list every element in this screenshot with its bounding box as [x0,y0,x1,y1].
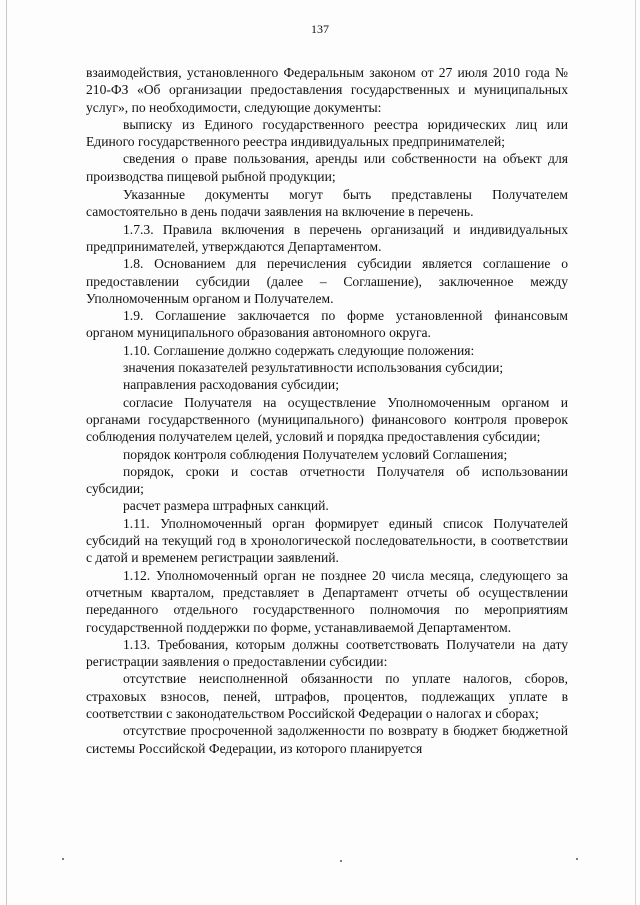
scan-speck [62,858,64,860]
paragraph: направления расходования субсидии; [123,377,339,393]
paragraph: 1.8. Основанием для перечисления субсидии является соглашение о предоставлении субсидии (далее – Соглашение), заключенное между Уполномоченным органом и Получателем. [86,256,568,306]
paragraph: согласие Получателя на осуществление Уполномоченным органом и органами государственного (муниципального) финансового контроля проверок соблюдения получателем целей, условий и порядка предоставления субсидии; [86,394,568,445]
paragraph: значения показателей результативности использования субсидии; [123,360,504,376]
scan-edge-left [6,0,7,905]
paragraph: 1.13. Требования, которым должны соответствовать Получатели на дату регистрации заявления о предоставлении субсидии: [86,636,568,670]
paragraph: расчет размера штрафных санкций. [123,498,329,514]
paragraph: порядок, сроки и состав отчетности Получателя об использовании субсидии; [86,463,568,497]
paragraph: 1.12. Уполномоченный орган не позднее 20 числа месяца, следующего за отчетным кварталом, представляет в Департамент отчеты об осуществлении переданного отдельного государственного полномочия по мероприятиям государственной поддержки по форме, устанавливаемой Департаментом. [86,567,568,635]
paragraph: выписку из Единого государственного реестра юридических лиц или Единого государственного реестра индивидуальных предпринимателей; [86,116,568,150]
paragraph: 1.10. Соглашение должно содержать следующие положения: [123,342,475,358]
paragraph: отсутствие неисполненной обязанности по уплате налогов, сборов, страховых взносов, пеней, штрафов, процентов, подлежащих уплате в соответствии с законодательством Российской Федерации о налогах и сборах; [86,671,568,721]
paragraph: сведения о праве пользования, аренды или собственности на объект для производства пищевой рыбной продукции; [86,151,568,184]
paragraph: отсутствие просроченной задолженности по возврату в бюджет бюджетной системы Российской Федерации, из которого планируется [86,723,568,756]
scan-speck [576,858,578,860]
paragraph: взаимодействия, установленного Федеральным законом от 27 июля 2010 года № 210-ФЗ «Об организации предоставления государственных и муниципальных услуг», по необходимости, следующие документы: [86,65,568,115]
paragraph: 1.11. Уполномоченный орган формирует единый список Получателей субсидий на текущий год в хронологической последовательности, в соответствии с датой и временем регистрации заявлений. [86,515,568,566]
paragraph: 1.7.3. Правила включения в перечень организаций и индивидуальных предпринимателей, утверждаются Департаментом. [86,221,568,254]
body-text [86,64,568,757]
paragraph: 1.9. Соглашение заключается по форме установленной финансовым органом муниципального образования автономного округа. [86,308,568,341]
scan-speck [340,860,342,862]
page-number: 137 [311,22,329,36]
paragraph: Указанные документы могут быть представлены Получателем самостоятельно в день подачи заявления на включение в перечень. [86,187,568,220]
paragraph: порядок контроля соблюдения Получателем условий Соглашения; [123,446,508,462]
scan-edge-right [635,0,636,905]
